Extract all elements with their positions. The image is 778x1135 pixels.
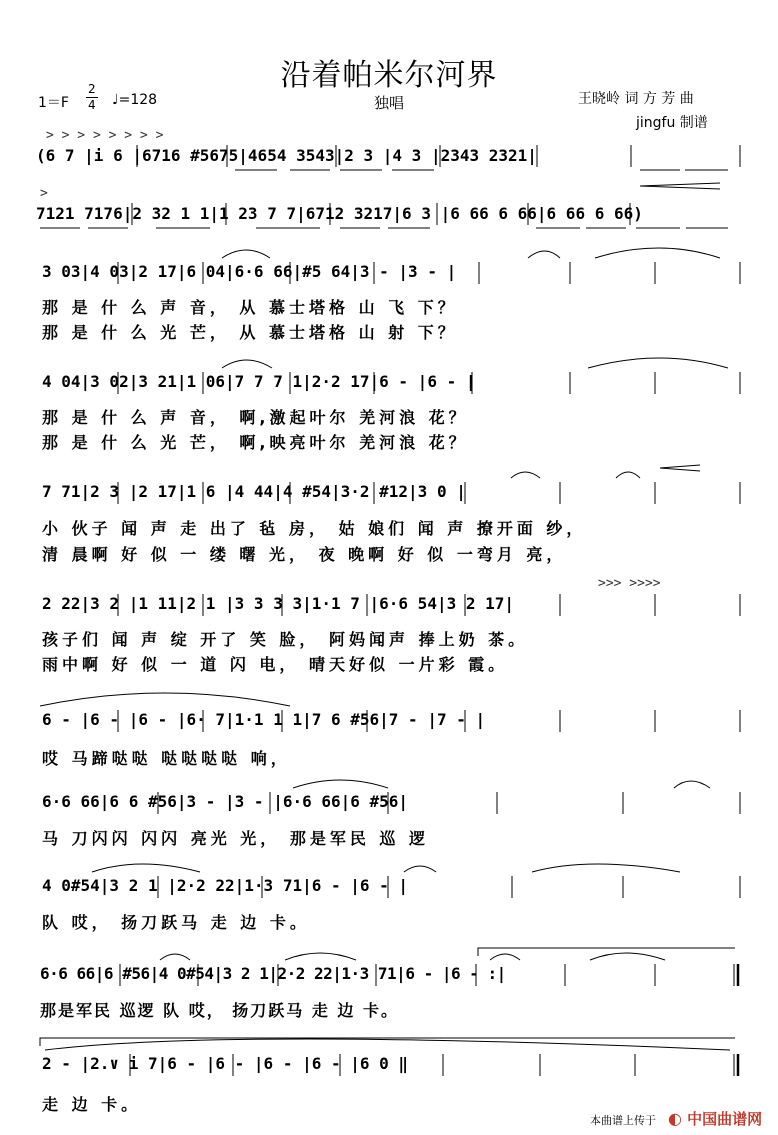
accent-marks: > (40, 186, 48, 201)
lyric-verse-2: 清 晨啊 好 似 一 缕 曙 光， 夜 晚啊 好 似 一弯月 亮， (42, 545, 567, 564)
time-signature-bottom: 4 (88, 98, 96, 112)
score-line-7: 6 - |6 - |6 - |6· 7|1·1 1 1|7 6 #56|7 - |7 - | (42, 710, 486, 729)
lyricist-composer: 王晓岭 词 方 芳 曲 (578, 91, 694, 107)
lyric-verse-1: 小 伙子 闻 声 走 出了 毡 房， 姑 娘们 闻 声 撩开面 纱， (42, 519, 587, 538)
site-brand: 中国曲谱网 (687, 1110, 763, 1128)
arranger: jingfu 制谱 (636, 115, 708, 131)
score-line-8: 6·6 66|6 6 #56|3 - |3 - |6·6 66|6 #56| (42, 792, 409, 811)
site-logo (668, 1108, 762, 1129)
lyric-verse-1: 那 是 什 么 声 音， 啊,激起叶尔 羌河浪 花？ (42, 408, 469, 427)
score-line-5: 7 71|2 3 |2 17|1 6 |4 44|4 #54|3·2 #12|3 0 | (42, 482, 466, 501)
score-line-3: 3 03|4 03|2 17|6 04|6·6 66|#5 64|3 - |3 - | (42, 262, 457, 281)
tempo-marking: ♩=128 (112, 92, 158, 108)
score-line-6: 2 22|3 2 |1 11|2 1 |3 3 3 3|1·1 7 |6·6 54|3 2 17| (42, 594, 515, 613)
accent-marks: > > > > > > > > (46, 128, 164, 143)
song-title: 沿着帕米尔河界 (280, 58, 498, 93)
accent-marks: >>> >>>> (598, 576, 661, 591)
upload-notice: 本曲谱上传于 (590, 1114, 656, 1127)
score-line-2: 7121 7176|2 32 1 1|1 23 7 7|6712 3217|6 3 |6 66 6 66|6 66 6 66) (36, 204, 643, 223)
lyric-verse-1: 那 是 什 么 声 音， 从 慕士塔格 山 飞 下？ (42, 298, 458, 317)
lyric-verse-1: 走 边 卡。 (42, 1095, 142, 1114)
score-line-4: 4 04|3 02|3 21|1 06|7 7 7 1|2·2 17|6 - |6 - | (42, 372, 476, 391)
lyric-verse-1: 那是军民 巡逻 队 哎， 扬刀跃马 走 边 卡。 (40, 1001, 399, 1020)
lyric-verse-1: 马 刀闪闪 闪闪 亮光 光， 那是军民 巡 逻 (42, 829, 429, 848)
lyric-verse-2: 那 是 什 么 光 芒， 从 慕士塔格 山 射 下？ (42, 323, 458, 342)
lyric-verse-1: 孩子们 闻 声 绽 开了 笑 脸， 阿妈闻声 捧上奶 茶。 (42, 630, 529, 649)
lyric-verse-1: 队 哎， 扬刀跃马 走 边 卡。 (42, 913, 310, 932)
lyric-verse-2: 那 是 什 么 光 芒， 啊,映亮叶尔 羌河浪 花？ (42, 433, 469, 452)
score-line-1: (6 7 |i 6 |6716 #5675|4654 3543|2 3 |4 3 |2343 2321| (36, 146, 537, 165)
lyric-verse-2: 雨中啊 好 似 一 道 闪 电， 晴天好似 一片彩 霞。 (42, 655, 509, 674)
score-line-11: 2 - |2.∨ i 7|6 - |6 - |6 - |6 - |6 0 ‖ (42, 1054, 409, 1073)
lyric-verse-1: 哎 马蹄哒哒 哒哒哒哒 响， (42, 749, 291, 768)
score-line-10: 6·6 66|6 #56|4 0#54|3 2 1|2·2 22|1·3 71|6 - |6 - :| (40, 964, 506, 983)
song-subtitle: 独唱 (373, 94, 404, 112)
key-signature: 1＝F (38, 95, 69, 111)
logo-icon: ◐ (668, 1109, 682, 1128)
score-line-9: 4 0#54|3 2 1 |2·2 22|1·3 71|6 - |6 - | (42, 876, 409, 895)
time-signature-top: 2 (88, 82, 96, 96)
